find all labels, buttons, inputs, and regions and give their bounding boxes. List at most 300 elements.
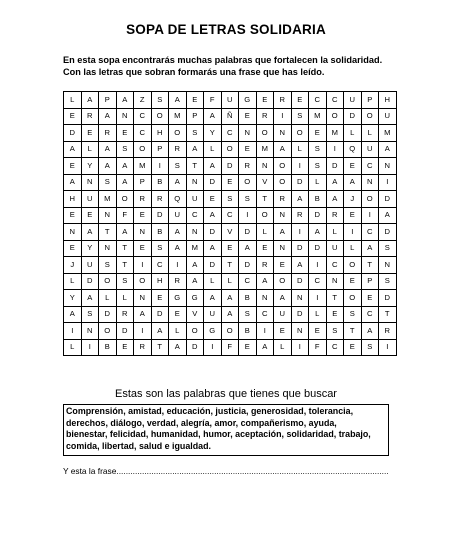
- grid-cell[interactable]: C: [326, 92, 344, 109]
- grid-cell[interactable]: S: [99, 174, 117, 191]
- grid-cell[interactable]: A: [221, 306, 239, 323]
- grid-cell[interactable]: E: [134, 240, 152, 257]
- grid-cell[interactable]: R: [169, 273, 187, 290]
- grid-cell[interactable]: I: [379, 339, 397, 356]
- grid-cell[interactable]: N: [186, 174, 204, 191]
- grid-cell[interactable]: E: [239, 108, 257, 125]
- grid-cell[interactable]: N: [361, 174, 379, 191]
- grid-cell[interactable]: I: [64, 323, 82, 340]
- grid-cell[interactable]: C: [326, 257, 344, 274]
- grid-cell[interactable]: A: [326, 191, 344, 208]
- grid-cell[interactable]: N: [134, 290, 152, 307]
- grid-cell[interactable]: A: [116, 158, 134, 175]
- grid-cell[interactable]: P: [186, 108, 204, 125]
- grid-cell[interactable]: D: [291, 240, 309, 257]
- grid-cell[interactable]: R: [256, 108, 274, 125]
- grid-cell[interactable]: I: [134, 323, 152, 340]
- grid-cell[interactable]: A: [81, 290, 99, 307]
- grid-cell[interactable]: F: [309, 339, 327, 356]
- grid-cell[interactable]: U: [81, 191, 99, 208]
- grid-cell[interactable]: A: [204, 207, 222, 224]
- grid-cell[interactable]: M: [309, 108, 327, 125]
- grid-cell[interactable]: O: [361, 108, 379, 125]
- grid-cell[interactable]: R: [99, 125, 117, 142]
- grid-cell[interactable]: B: [151, 224, 169, 241]
- grid-cell[interactable]: A: [116, 174, 134, 191]
- grid-cell[interactable]: G: [186, 290, 204, 307]
- grid-cell[interactable]: E: [256, 240, 274, 257]
- grid-cell[interactable]: A: [239, 240, 257, 257]
- grid-cell[interactable]: L: [221, 273, 239, 290]
- grid-cell[interactable]: I: [326, 141, 344, 158]
- grid-cell[interactable]: N: [274, 125, 292, 142]
- grid-cell[interactable]: S: [239, 191, 257, 208]
- grid-cell[interactable]: B: [239, 323, 257, 340]
- grid-cell[interactable]: R: [256, 257, 274, 274]
- grid-cell[interactable]: I: [344, 224, 362, 241]
- grid-cell[interactable]: Q: [169, 191, 187, 208]
- grid-cell[interactable]: T: [116, 257, 134, 274]
- grid-cell[interactable]: O: [134, 273, 152, 290]
- grid-cell[interactable]: V: [256, 174, 274, 191]
- grid-cell[interactable]: O: [169, 125, 187, 142]
- grid-cell[interactable]: O: [99, 273, 117, 290]
- grid-cell[interactable]: D: [379, 191, 397, 208]
- grid-cell[interactable]: S: [186, 125, 204, 142]
- grid-cell[interactable]: P: [99, 92, 117, 109]
- grid-cell[interactable]: M: [186, 240, 204, 257]
- grid-cell[interactable]: C: [134, 108, 152, 125]
- grid-cell[interactable]: D: [204, 257, 222, 274]
- grid-cell[interactable]: D: [326, 158, 344, 175]
- grid-cell[interactable]: D: [151, 207, 169, 224]
- grid-cell[interactable]: L: [116, 290, 134, 307]
- grid-cell[interactable]: L: [64, 92, 82, 109]
- grid-cell[interactable]: O: [239, 174, 257, 191]
- grid-cell[interactable]: A: [169, 339, 187, 356]
- grid-cell[interactable]: N: [81, 323, 99, 340]
- grid-cell[interactable]: A: [81, 92, 99, 109]
- grid-cell[interactable]: A: [186, 273, 204, 290]
- grid-cell[interactable]: A: [309, 224, 327, 241]
- grid-cell[interactable]: E: [64, 158, 82, 175]
- grid-cell[interactable]: C: [134, 125, 152, 142]
- grid-cell[interactable]: D: [64, 125, 82, 142]
- grid-cell[interactable]: N: [291, 290, 309, 307]
- grid-cell[interactable]: B: [151, 174, 169, 191]
- grid-cell[interactable]: E: [134, 207, 152, 224]
- grid-cell[interactable]: M: [99, 191, 117, 208]
- grid-cell[interactable]: T: [221, 257, 239, 274]
- grid-cell[interactable]: G: [204, 323, 222, 340]
- grid-cell[interactable]: E: [344, 158, 362, 175]
- grid-cell[interactable]: E: [81, 125, 99, 142]
- grid-cell[interactable]: E: [64, 207, 82, 224]
- grid-cell[interactable]: O: [221, 323, 239, 340]
- grid-cell[interactable]: A: [256, 273, 274, 290]
- grid-cell[interactable]: D: [309, 240, 327, 257]
- grid-cell[interactable]: A: [64, 174, 82, 191]
- grid-cell[interactable]: G: [169, 290, 187, 307]
- grid-cell[interactable]: Ñ: [221, 108, 239, 125]
- grid-cell[interactable]: B: [239, 290, 257, 307]
- grid-cell[interactable]: O: [221, 141, 239, 158]
- grid-cell[interactable]: B: [99, 339, 117, 356]
- grid-cell[interactable]: C: [326, 339, 344, 356]
- grid-cell[interactable]: O: [256, 207, 274, 224]
- grid-cell[interactable]: I: [81, 339, 99, 356]
- grid-cell[interactable]: R: [134, 339, 152, 356]
- grid-cell[interactable]: I: [291, 224, 309, 241]
- grid-cell[interactable]: N: [274, 240, 292, 257]
- grid-cell[interactable]: E: [116, 339, 134, 356]
- grid-cell[interactable]: A: [291, 257, 309, 274]
- grid-cell[interactable]: E: [204, 191, 222, 208]
- grid-cell[interactable]: S: [309, 158, 327, 175]
- grid-cell[interactable]: O: [151, 108, 169, 125]
- grid-cell[interactable]: D: [116, 323, 134, 340]
- grid-cell[interactable]: L: [344, 240, 362, 257]
- grid-cell[interactable]: B: [309, 191, 327, 208]
- grid-cell[interactable]: L: [64, 339, 82, 356]
- grid-cell[interactable]: C: [361, 306, 379, 323]
- grid-cell[interactable]: D: [186, 339, 204, 356]
- grid-cell[interactable]: L: [204, 141, 222, 158]
- grid-cell[interactable]: D: [309, 207, 327, 224]
- grid-cell[interactable]: O: [291, 125, 309, 142]
- grid-cell[interactable]: P: [134, 174, 152, 191]
- grid-cell[interactable]: Q: [344, 141, 362, 158]
- grid-cell[interactable]: L: [291, 141, 309, 158]
- grid-cell[interactable]: I: [291, 339, 309, 356]
- grid-cell[interactable]: R: [151, 191, 169, 208]
- grid-cell[interactable]: R: [81, 108, 99, 125]
- grid-cell[interactable]: A: [151, 323, 169, 340]
- grid-cell[interactable]: S: [326, 323, 344, 340]
- grid-cell[interactable]: S: [81, 306, 99, 323]
- grid-cell[interactable]: N: [326, 273, 344, 290]
- grid-cell[interactable]: I: [361, 207, 379, 224]
- grid-cell[interactable]: L: [64, 273, 82, 290]
- grid-cell[interactable]: N: [379, 158, 397, 175]
- grid-cell[interactable]: M: [326, 125, 344, 142]
- grid-cell[interactable]: L: [309, 174, 327, 191]
- grid-cell[interactable]: N: [256, 290, 274, 307]
- grid-cell[interactable]: R: [134, 191, 152, 208]
- grid-cell[interactable]: N: [186, 224, 204, 241]
- grid-cell[interactable]: M: [256, 141, 274, 158]
- grid-cell[interactable]: E: [116, 125, 134, 142]
- grid-cell[interactable]: O: [186, 323, 204, 340]
- grid-cell[interactable]: A: [344, 174, 362, 191]
- grid-cell[interactable]: A: [116, 224, 134, 241]
- grid-cell[interactable]: E: [64, 108, 82, 125]
- grid-cell[interactable]: H: [64, 191, 82, 208]
- grid-cell[interactable]: A: [204, 290, 222, 307]
- grid-cell[interactable]: T: [151, 339, 169, 356]
- grid-cell[interactable]: L: [309, 306, 327, 323]
- grid-cell[interactable]: G: [239, 92, 257, 109]
- grid-cell[interactable]: S: [221, 191, 239, 208]
- grid-cell[interactable]: Y: [64, 290, 82, 307]
- grid-cell[interactable]: S: [116, 141, 134, 158]
- grid-cell[interactable]: A: [291, 191, 309, 208]
- grid-cell[interactable]: T: [116, 240, 134, 257]
- grid-cell[interactable]: S: [239, 306, 257, 323]
- grid-cell[interactable]: D: [239, 257, 257, 274]
- grid-cell[interactable]: A: [361, 240, 379, 257]
- grid-cell[interactable]: E: [274, 323, 292, 340]
- grid-cell[interactable]: D: [81, 273, 99, 290]
- grid-cell[interactable]: S: [291, 108, 309, 125]
- grid-cell[interactable]: A: [274, 224, 292, 241]
- grid-cell[interactable]: F: [116, 207, 134, 224]
- grid-cell[interactable]: E: [291, 92, 309, 109]
- grid-cell[interactable]: D: [151, 306, 169, 323]
- grid-cell[interactable]: U: [379, 108, 397, 125]
- grid-cell[interactable]: E: [239, 339, 257, 356]
- grid-cell[interactable]: V: [186, 306, 204, 323]
- grid-cell[interactable]: M: [134, 158, 152, 175]
- grid-cell[interactable]: L: [326, 224, 344, 241]
- grid-cell[interactable]: R: [379, 323, 397, 340]
- grid-cell[interactable]: A: [169, 240, 187, 257]
- grid-cell[interactable]: Y: [81, 240, 99, 257]
- grid-cell[interactable]: F: [204, 92, 222, 109]
- grid-cell[interactable]: H: [151, 125, 169, 142]
- grid-cell[interactable]: U: [361, 141, 379, 158]
- grid-cell[interactable]: E: [344, 339, 362, 356]
- grid-cell[interactable]: O: [274, 174, 292, 191]
- grid-cell[interactable]: C: [309, 92, 327, 109]
- grid-cell[interactable]: A: [99, 108, 117, 125]
- grid-cell[interactable]: R: [326, 207, 344, 224]
- grid-cell[interactable]: O: [326, 108, 344, 125]
- grid-cell[interactable]: E: [151, 290, 169, 307]
- grid-cell[interactable]: A: [64, 306, 82, 323]
- grid-cell[interactable]: D: [239, 224, 257, 241]
- grid-cell[interactable]: A: [99, 141, 117, 158]
- grid-cell[interactable]: N: [99, 240, 117, 257]
- grid-cell[interactable]: A: [99, 158, 117, 175]
- grid-cell[interactable]: D: [291, 174, 309, 191]
- grid-cell[interactable]: C: [239, 273, 257, 290]
- grid-cell[interactable]: E: [169, 306, 187, 323]
- grid-cell[interactable]: N: [116, 108, 134, 125]
- grid-cell[interactable]: P: [151, 141, 169, 158]
- grid-cell[interactable]: L: [274, 339, 292, 356]
- grid-cell[interactable]: A: [256, 339, 274, 356]
- grid-cell[interactable]: A: [169, 174, 187, 191]
- grid-cell[interactable]: C: [221, 125, 239, 142]
- grid-cell[interactable]: R: [274, 191, 292, 208]
- grid-cell[interactable]: O: [274, 158, 292, 175]
- grid-cell[interactable]: S: [151, 240, 169, 257]
- grid-cell[interactable]: N: [379, 257, 397, 274]
- grid-cell[interactable]: E: [309, 125, 327, 142]
- grid-cell[interactable]: L: [256, 224, 274, 241]
- grid-cell[interactable]: E: [81, 207, 99, 224]
- grid-cell[interactable]: N: [239, 125, 257, 142]
- grid-cell[interactable]: A: [379, 207, 397, 224]
- grid-cell[interactable]: U: [344, 92, 362, 109]
- grid-cell[interactable]: S: [379, 240, 397, 257]
- grid-cell[interactable]: C: [221, 207, 239, 224]
- grid-cell[interactable]: E: [239, 141, 257, 158]
- grid-cell[interactable]: L: [204, 273, 222, 290]
- grid-cell[interactable]: Y: [81, 158, 99, 175]
- grid-cell[interactable]: E: [274, 257, 292, 274]
- grid-cell[interactable]: S: [151, 92, 169, 109]
- grid-cell[interactable]: P: [361, 92, 379, 109]
- grid-cell[interactable]: Y: [204, 125, 222, 142]
- grid-cell[interactable]: D: [204, 224, 222, 241]
- grid-cell[interactable]: I: [379, 174, 397, 191]
- grid-cell[interactable]: D: [221, 158, 239, 175]
- grid-cell[interactable]: U: [221, 92, 239, 109]
- grid-cell[interactable]: E: [344, 273, 362, 290]
- grid-cell[interactable]: S: [344, 306, 362, 323]
- grid-cell[interactable]: A: [169, 92, 187, 109]
- grid-cell[interactable]: E: [221, 174, 239, 191]
- grid-cell[interactable]: A: [274, 141, 292, 158]
- grid-cell[interactable]: A: [326, 174, 344, 191]
- grid-cell[interactable]: A: [204, 158, 222, 175]
- grid-cell[interactable]: E: [326, 306, 344, 323]
- grid-cell[interactable]: T: [326, 290, 344, 307]
- grid-cell[interactable]: R: [239, 158, 257, 175]
- grid-cell[interactable]: O: [344, 257, 362, 274]
- grid-cell[interactable]: N: [134, 224, 152, 241]
- grid-cell[interactable]: T: [379, 306, 397, 323]
- grid-cell[interactable]: E: [186, 92, 204, 109]
- grid-cell[interactable]: F: [221, 339, 239, 356]
- grid-cell[interactable]: I: [151, 158, 169, 175]
- grid-cell[interactable]: D: [291, 306, 309, 323]
- grid-cell[interactable]: A: [81, 224, 99, 241]
- grid-cell[interactable]: R: [169, 141, 187, 158]
- grid-cell[interactable]: S: [379, 273, 397, 290]
- grid-cell[interactable]: E: [344, 207, 362, 224]
- grid-cell[interactable]: S: [169, 158, 187, 175]
- grid-cell[interactable]: D: [204, 174, 222, 191]
- grid-cell[interactable]: I: [309, 290, 327, 307]
- grid-cell[interactable]: N: [274, 207, 292, 224]
- grid-cell[interactable]: U: [274, 306, 292, 323]
- grid-cell[interactable]: O: [116, 191, 134, 208]
- grid-cell[interactable]: C: [186, 207, 204, 224]
- grid-cell[interactable]: N: [291, 323, 309, 340]
- grid-cell[interactable]: T: [344, 323, 362, 340]
- grid-cell[interactable]: D: [379, 224, 397, 241]
- grid-cell[interactable]: U: [326, 240, 344, 257]
- grid-cell[interactable]: P: [361, 273, 379, 290]
- grid-cell[interactable]: R: [274, 92, 292, 109]
- grid-cell[interactable]: L: [99, 290, 117, 307]
- grid-cell[interactable]: S: [361, 339, 379, 356]
- grid-cell[interactable]: U: [186, 191, 204, 208]
- grid-cell[interactable]: I: [134, 257, 152, 274]
- grid-cell[interactable]: T: [361, 257, 379, 274]
- grid-cell[interactable]: L: [169, 323, 187, 340]
- grid-cell[interactable]: A: [204, 108, 222, 125]
- grid-cell[interactable]: H: [379, 92, 397, 109]
- grid-cell[interactable]: A: [186, 141, 204, 158]
- grid-cell[interactable]: D: [344, 108, 362, 125]
- grid-cell[interactable]: O: [99, 323, 117, 340]
- grid-cell[interactable]: A: [361, 323, 379, 340]
- grid-cell[interactable]: N: [81, 174, 99, 191]
- grid-cell[interactable]: O: [344, 290, 362, 307]
- grid-cell[interactable]: A: [64, 141, 82, 158]
- grid-cell[interactable]: A: [204, 240, 222, 257]
- grid-cell[interactable]: I: [204, 339, 222, 356]
- grid-cell[interactable]: U: [169, 207, 187, 224]
- grid-cell[interactable]: D: [99, 306, 117, 323]
- grid-cell[interactable]: E: [361, 290, 379, 307]
- grid-cell[interactable]: M: [169, 108, 187, 125]
- grid-cell[interactable]: A: [169, 224, 187, 241]
- grid-cell[interactable]: N: [99, 207, 117, 224]
- grid-cell[interactable]: A: [221, 290, 239, 307]
- grid-cell[interactable]: M: [379, 125, 397, 142]
- grid-cell[interactable]: I: [256, 323, 274, 340]
- grid-cell[interactable]: I: [169, 257, 187, 274]
- grid-cell[interactable]: S: [116, 273, 134, 290]
- grid-cell[interactable]: O: [361, 191, 379, 208]
- grid-cell[interactable]: D: [291, 273, 309, 290]
- grid-cell[interactable]: D: [379, 290, 397, 307]
- grid-cell[interactable]: A: [379, 141, 397, 158]
- grid-cell[interactable]: J: [64, 257, 82, 274]
- grid-cell[interactable]: S: [309, 141, 327, 158]
- grid-cell[interactable]: A: [186, 257, 204, 274]
- grid-cell[interactable]: I: [291, 158, 309, 175]
- grid-cell[interactable]: V: [221, 224, 239, 241]
- grid-cell[interactable]: I: [309, 257, 327, 274]
- grid-cell[interactable]: T: [256, 191, 274, 208]
- grid-cell[interactable]: I: [274, 108, 292, 125]
- grid-cell[interactable]: R: [116, 306, 134, 323]
- grid-cell[interactable]: U: [81, 257, 99, 274]
- grid-cell[interactable]: C: [256, 306, 274, 323]
- grid-cell[interactable]: A: [116, 92, 134, 109]
- grid-cell[interactable]: R: [291, 207, 309, 224]
- grid-cell[interactable]: E: [221, 240, 239, 257]
- grid-cell[interactable]: C: [361, 158, 379, 175]
- grid-cell[interactable]: L: [344, 125, 362, 142]
- grid-cell[interactable]: E: [309, 323, 327, 340]
- grid-cell[interactable]: E: [256, 92, 274, 109]
- grid-cell[interactable]: L: [81, 141, 99, 158]
- grid-cell[interactable]: E: [64, 240, 82, 257]
- grid-cell[interactable]: S: [99, 257, 117, 274]
- grid-cell[interactable]: A: [274, 290, 292, 307]
- grid-cell[interactable]: C: [309, 273, 327, 290]
- grid-cell[interactable]: N: [64, 224, 82, 241]
- grid-cell[interactable]: O: [256, 125, 274, 142]
- grid-cell[interactable]: H: [151, 273, 169, 290]
- grid-cell[interactable]: A: [134, 306, 152, 323]
- grid-cell[interactable]: T: [186, 158, 204, 175]
- grid-cell[interactable]: T: [99, 224, 117, 241]
- grid-cell[interactable]: O: [274, 273, 292, 290]
- grid-cell[interactable]: U: [204, 306, 222, 323]
- grid-cell[interactable]: N: [256, 158, 274, 175]
- grid-cell[interactable]: C: [361, 224, 379, 241]
- grid-cell[interactable]: L: [361, 125, 379, 142]
- grid-cell[interactable]: Z: [134, 92, 152, 109]
